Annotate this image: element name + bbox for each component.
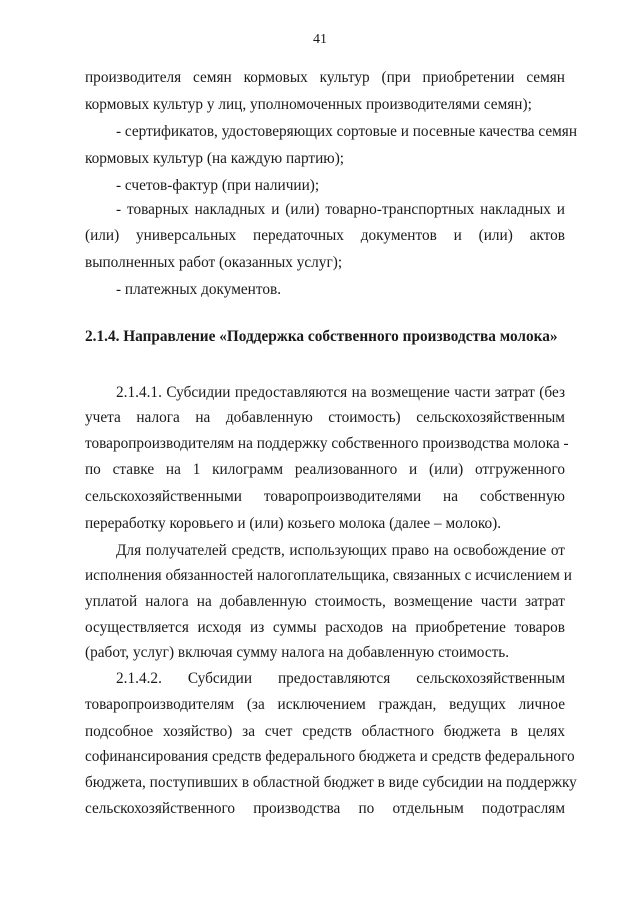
text-line: - товарных накладных и (или) товарно-транспортных накладных и — [116, 201, 565, 218]
section-heading: 2.1.4. Направление «Поддержка собственного производства молока» — [85, 328, 558, 345]
text-line: переработку коровьего и (или) козьего молока (далее – молоко). — [85, 515, 502, 532]
text-line: сельскохозяйственного производства по отдельным подотраслям — [85, 800, 565, 817]
text-line: 2.1.4.1. Субсидии предоставляются на возмещение части затрат (без — [116, 384, 565, 401]
text-line: 2.1.4.2. Субсидии предоставляются сельскохозяйственным — [116, 670, 565, 687]
text-line: - платежных документов. — [116, 281, 282, 298]
text-line: Для получателей средств, использующих право на освобождение от — [116, 542, 565, 559]
text-line: бюджета, поступивших в областной бюджет в виде субсидии на поддержку — [85, 774, 577, 791]
text-line: товаропроизводителям на поддержку собственного производства молока - — [85, 435, 569, 452]
text-line: выполненных работ (оказанных услуг); — [85, 254, 343, 271]
text-line: (или) универсальных передаточных документов и (или) актов — [85, 227, 565, 244]
text-line: сельскохозяйственными товаропроизводителями на собственную — [85, 488, 565, 505]
text-line: товаропроизводителям (за исключением граждан, ведущих личное — [85, 696, 565, 713]
text-line: кормовых культур (на каждую партию); — [85, 150, 345, 167]
text-line: (работ, услуг) включая сумму налога на добавленную стоимость. — [85, 644, 510, 661]
text-line: по ставке на 1 килограмм реализованного и (или) отгруженного — [85, 461, 565, 478]
text-line: - сертификатов, удостоверяющих сортовые и посевные качества семян — [116, 123, 578, 140]
text-line: производителя семян кормовых культур (при приобретении семян — [85, 69, 565, 86]
text-line: осуществляется исходя из суммы расходов на приобретение товаров — [85, 619, 565, 636]
text-line: - счетов-фактур (при наличии); — [116, 177, 320, 194]
text-line: кормовых культур у лиц, уполномоченных производителями семян); — [85, 96, 532, 113]
text-line: учета налога на добавленную стоимость) сельскохозяйственным — [85, 409, 565, 426]
text-line: подсобное хозяйство) за счет средств областного бюджета в целях — [85, 723, 565, 740]
text-line: софинансирования средств федерального бюджета и средств федерального — [85, 748, 575, 765]
text-line: исполнения обязанностей налогоплательщика, связанных с исчислением и — [85, 567, 572, 584]
page-number: 41 — [313, 32, 327, 47]
text-line: уплатой налога на добавленную стоимость, возмещение части затрат — [85, 593, 565, 610]
